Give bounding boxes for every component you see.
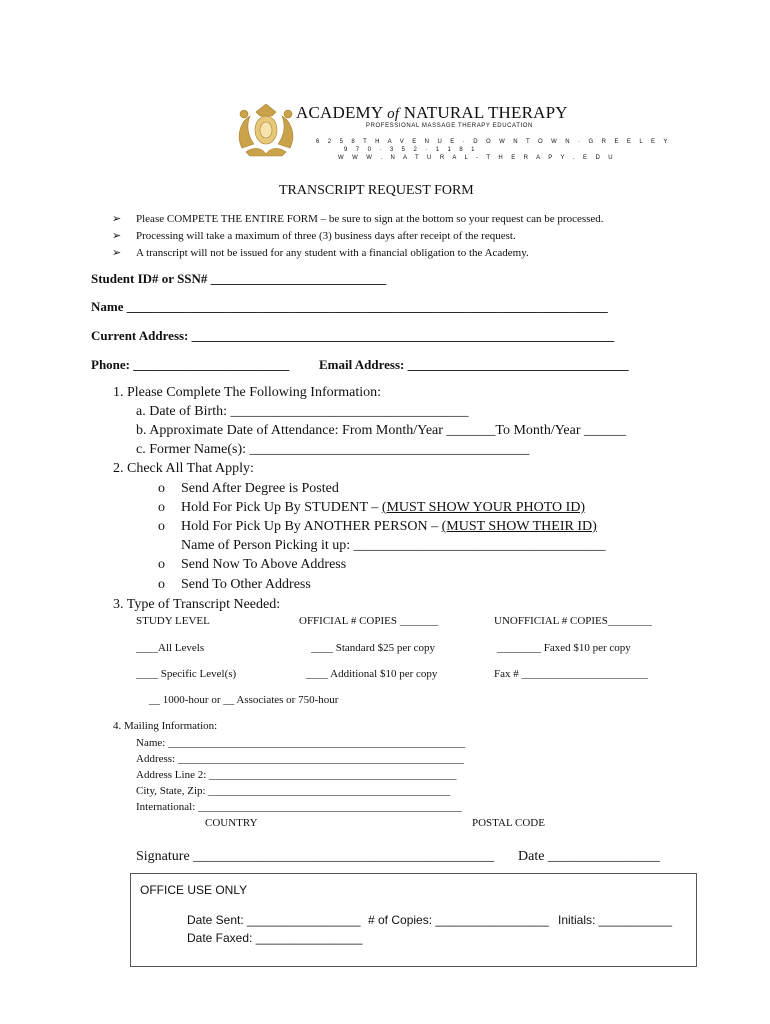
office-date-faxed-field[interactable]: Date Faxed: ________________: [187, 931, 363, 945]
mailing-name-field[interactable]: Name: ______________________________________________________: [136, 737, 466, 749]
phone-field[interactable]: Phone: ________________________: [91, 357, 290, 372]
option-send-other-address[interactable]: o Send To Other Address: [158, 577, 311, 592]
pickup-person-name-field[interactable]: Name of Person Picking it up: ____________________________________: [181, 538, 606, 553]
name-field[interactable]: Name __________________________________________________________________________: [91, 299, 608, 314]
arrow-bullet-icon: ➢: [112, 230, 122, 242]
additional-copy-field[interactable]: ____ Additional $10 per copy: [306, 668, 438, 680]
academy-subtitle: PROFESSIONAL MASSAGE THERAPY EDUCATION: [366, 123, 533, 129]
mailing-address2-field[interactable]: Address Line 2: _____________________________________________: [136, 769, 457, 781]
date-of-birth-field[interactable]: a. Date of Birth: __________________________________: [136, 404, 469, 419]
fax-number-field[interactable]: Fax # _______________________: [494, 668, 648, 680]
instructions-list: [112, 211, 604, 262]
current-address-field[interactable]: Current Address: _________________________________________________________________: [91, 328, 615, 343]
academy-address-line2: 9 7 0 · 3 5 2 · 1 1 8 1: [344, 147, 478, 153]
option-hold-other-person[interactable]: o Hold For Pick Up By ANOTHER PERSON – (MUST SHOW THEIR ID): [158, 519, 597, 534]
email-field[interactable]: Email Address: __________________________________: [319, 357, 629, 372]
study-level-header: STUDY LEVEL: [136, 615, 210, 627]
mailing-international-field[interactable]: International: ________________________________________________: [136, 801, 463, 813]
form-title: TRANSCRIPT REQUEST FORM: [279, 183, 474, 198]
academy-address-line3: W W W . N A T U R A L - T H E R A P Y . E D U: [338, 155, 617, 161]
office-copies-field[interactable]: # of Copies: _________________: [368, 913, 549, 927]
all-levels-field[interactable]: ____All Levels: [136, 642, 205, 654]
program-hours-field[interactable]: __ 1000-hour or __ Associates or 750-hour: [149, 694, 339, 706]
student-id-field[interactable]: Student ID# or SSN# ___________________________: [91, 271, 387, 286]
arrow-bullet-icon: ➢: [112, 247, 122, 259]
instruction-item: ➢ Please COMPETE THE ENTIRE FORM – be sure to sign at the bottom so your request can be processed.: [112, 211, 604, 228]
academy-address-line1: 6 2 5 8 T H A V E N U E · D O W N T O W N · G R E E L E Y: [316, 139, 671, 145]
arrow-bullet-icon: ➢: [112, 213, 122, 225]
option-hold-student[interactable]: o Hold For Pick Up By STUDENT – (MUST SHOW YOUR PHOTO ID): [158, 500, 586, 515]
office-initials-field[interactable]: Initials: ___________: [558, 913, 673, 927]
option-send-after-degree[interactable]: o Send After Degree is Posted: [158, 481, 339, 496]
section4-heading: 4. Mailing Information:: [113, 720, 218, 732]
option-send-now[interactable]: o Send Now To Above Address: [158, 557, 347, 572]
country-label: COUNTRY: [205, 817, 258, 829]
instruction-item: ➢ A transcript will not be issued for any student with a financial obligation to the Academy.: [112, 245, 604, 262]
academy-crest-logo: [232, 100, 300, 158]
office-use-title: OFFICE USE ONLY: [140, 883, 248, 897]
mailing-city-field[interactable]: City, State, Zip: ____________________________________________: [136, 785, 451, 797]
section3-heading: 3. Type of Transcript Needed:: [113, 597, 281, 612]
mailing-address-field[interactable]: Address: ____________________________________________________: [136, 753, 464, 765]
attendance-dates-field[interactable]: b. Approximate Date of Attendance: From Month/Year _______To Month/Year ______: [136, 423, 627, 438]
office-date-sent-field[interactable]: Date Sent: _________________: [187, 913, 361, 927]
postal-code-label: POSTAL CODE: [472, 817, 545, 829]
faxed-copy-field[interactable]: ________ Faxed $10 per copy: [497, 642, 631, 654]
official-copies-header[interactable]: OFFICIAL # COPIES _______: [299, 615, 439, 627]
section2-heading: 2. Check All That Apply:: [113, 461, 254, 476]
academy-name: ACADEMY of NATURAL THERAPY: [296, 103, 568, 122]
standard-copy-field[interactable]: ____ Standard $25 per copy: [311, 642, 436, 654]
specific-levels-field[interactable]: ____ Specific Level(s): [136, 668, 237, 680]
signature-field[interactable]: Signature ___________________________________________: [136, 849, 495, 864]
instruction-item: ➢ Processing will take a maximum of three (3) business days after receipt of the request.: [112, 228, 604, 245]
signature-date-field[interactable]: Date ________________: [518, 849, 660, 864]
former-names-field[interactable]: c. Former Name(s): ________________________________________: [136, 442, 530, 457]
section1-heading: 1. Please Complete The Following Information:: [113, 385, 382, 400]
unofficial-copies-header[interactable]: UNOFFICIAL # COPIES________: [494, 615, 652, 627]
